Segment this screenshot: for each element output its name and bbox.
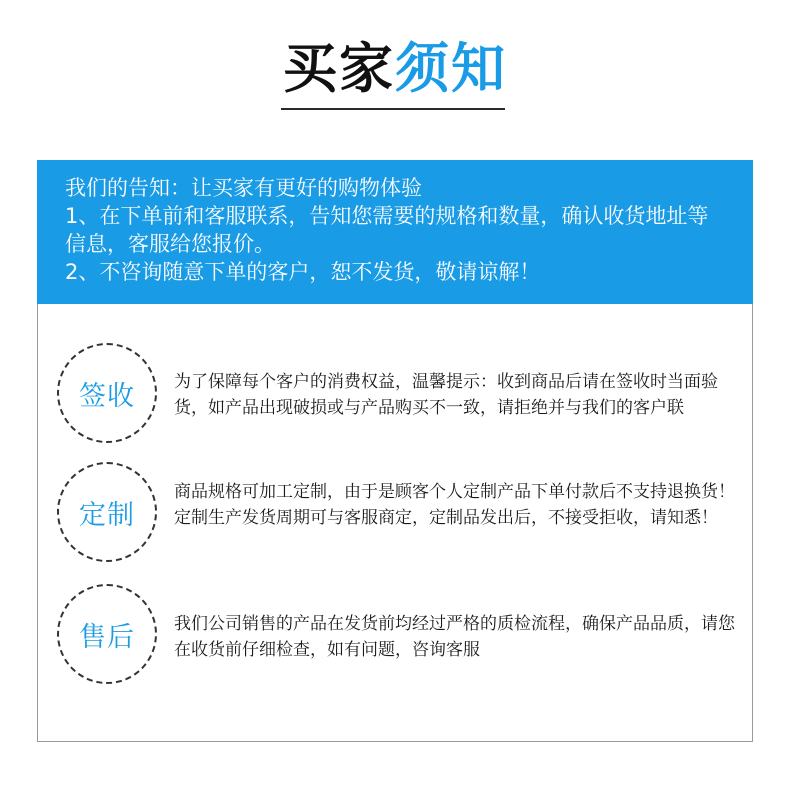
- notice-line-2: 1、在下单前和客服联系，告知您需要的规格和数量，确认收货地址等: [65, 204, 709, 228]
- notice-banner: [37, 160, 753, 304]
- title-underline: [281, 108, 505, 110]
- item-text-customization: 商品规格可加工定制，由于是顾客个人定制产品下单付款后不支持退换货！定制生产发货周期可与客服商定，定制品发出后，不接受拒收，请知悉！: [174, 482, 735, 528]
- badge-after-sales: 售后: [57, 584, 157, 684]
- title-blue-part: 须知: [395, 37, 507, 100]
- notice-line-4: 2、不咨询随意下单的客户，恕不发货，敬请谅解！: [65, 260, 541, 284]
- item-text-after-sales: 我们公司销售的产品在发货前均经过严格的质检流程，确保产品品质，请您在收货前仔细检查，如有问题，咨询客服: [174, 614, 735, 660]
- badge-sign-receipt: 签收: [57, 343, 157, 443]
- notice-line-3: 信息，客服给您报价。: [65, 232, 275, 256]
- badge-customization: 定制: [57, 462, 157, 562]
- item-text-sign-receipt: 为了保障每个客户的消费权益，温馨提示：收到商品后请在签收时当面验货，如产品出现破损或与产品购买不一致，请拒绝并与我们的客户联: [174, 372, 718, 418]
- page-title: [283, 38, 507, 100]
- notice-line-1: 我们的告知：让买家有更好的购物体验: [65, 176, 422, 200]
- title-dark-part: 买家: [283, 37, 395, 100]
- title-block: [0, 38, 790, 100]
